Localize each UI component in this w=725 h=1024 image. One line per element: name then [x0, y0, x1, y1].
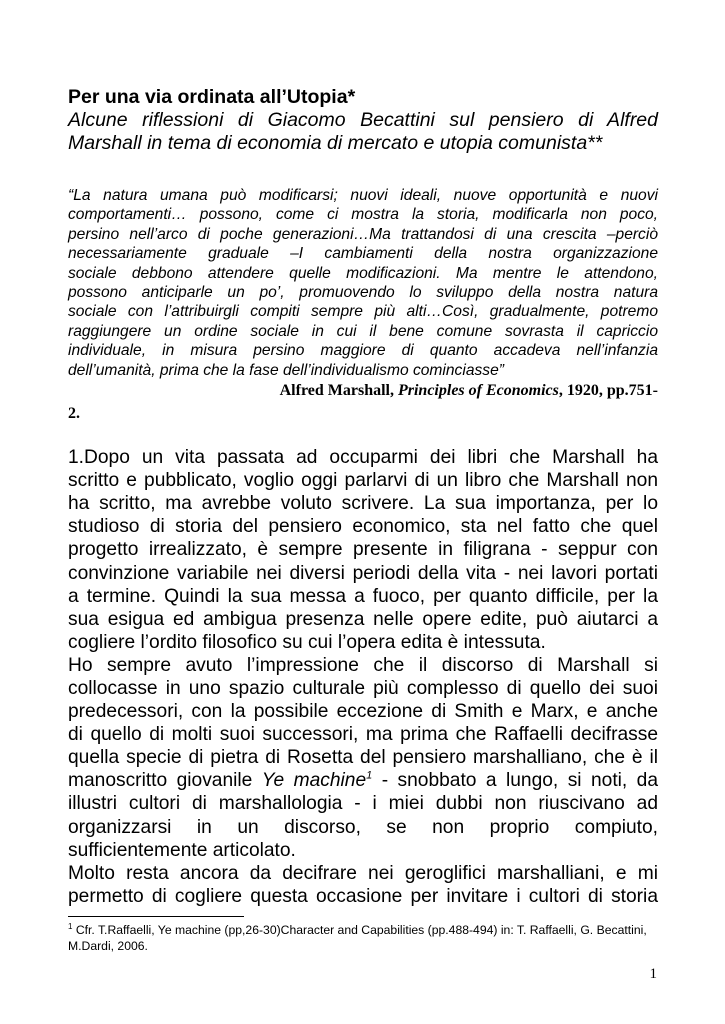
- quote-line: persino nell’arco di poche generazioni…Ma trattandosi di una crescita –perciò: [68, 225, 658, 243]
- quote-line: sociale debbono attendere quelle modificazioni. Ma mentre le attendono,: [68, 264, 658, 282]
- body-line: a termine. Quindi la sua messa a fuoco, per quanto difficile, per la: [68, 585, 658, 607]
- quote-line: sociale con l’attribuirgli compiti sempre più alti…Così, gradualmente, potremo: [68, 303, 658, 321]
- body-line: 1.Dopo un vita passata ad occuparmi dei libri che Marshall ha: [68, 447, 658, 469]
- footnote-text: Cfr. T.Raffaelli, Ye machine (pp,26-30)Character and Capabilities (pp.488-494) in: T. Raffaelli, G. Becattini, M.Dardi, 2006.: [68, 923, 647, 953]
- body-line: sua esigua ed ambigua presenza nelle opere edite, può aiutarci a: [68, 608, 658, 630]
- footnote-separator: [68, 916, 244, 917]
- body-line: scritto e pubblicato, voglio oggi parlarvi di un libro che Marshall non: [68, 470, 658, 492]
- body-line-ye-machine: [68, 769, 658, 792]
- body-line: ha scritto, ma avrebbe voluto scrivere. La sua importanza, per lo: [68, 493, 658, 515]
- epigraph-quote: [68, 186, 658, 380]
- body-line: collocasse in uno spazio culturale più complesso di quello dei suoi: [68, 678, 658, 699]
- footnote-marker: 1: [68, 921, 73, 931]
- body-fragment: - snobbato a lungo, si noti, da: [372, 770, 659, 792]
- body-line: cogliere l’ordito filosofico su cui l’opera edita è intessuta.: [68, 631, 546, 653]
- body-fragment: manoscritto giovanile: [68, 770, 262, 792]
- quote-line: dell’umanità, prima che la fase dell’individualismo cominciasse”: [68, 361, 504, 379]
- quote-line: “La natura umana può modificarsi; nuovi ideali, nuove opportunità e nuovi: [68, 187, 658, 204]
- quote-line: comportamenti… possono, come ci mostra la storia, modificarla non poco,: [68, 206, 658, 224]
- body-line: progetto irrealizzato, è sempre presente in filigrana - seppur con: [68, 539, 658, 561]
- body-line: predecessori, con la possibile eccezione di Smith e Marx, e anche: [68, 701, 658, 723]
- body-line: organizzarsi in un discorso, se non proprio compiuto,: [68, 816, 658, 838]
- subtitle-line: Marshall in tema di economia di mercato e utopia comunista**: [68, 132, 603, 154]
- body-line: Molto resta ancora da decifrare nei geroglifici marshalliani, e mi: [68, 862, 658, 884]
- document-page: [68, 85, 658, 908]
- subtitle-line: Alcune riflessioni di Giacomo Becattini sul pensiero di Alfred: [68, 109, 658, 131]
- attribution-details: , 1920, pp.751-: [558, 382, 658, 400]
- attribution-author: Alfred Marshall,: [279, 382, 398, 400]
- document-subtitle: [68, 109, 658, 155]
- page-number: 1: [649, 966, 657, 982]
- quote-line: possono anticiparle un po’, promuovendo lo sviluppo della nostra natura: [68, 284, 658, 302]
- quote-line: raggiungere un ordine sociale in cui il bene comune sovrasta il capriccio: [68, 322, 658, 340]
- quote-line: necessariamente graduale –I cambiamenti della nostra organizzazione: [68, 245, 658, 263]
- footnote: [68, 922, 658, 954]
- body-line: studioso di storia del pensiero economico, sta nel fatto che quel: [68, 516, 658, 538]
- body-line: quella specie di pietra di Rosetta del pensiero marshalliano, che è il: [68, 747, 658, 769]
- body-text: [68, 446, 658, 908]
- document-title: Per una via ordinata all’Utopia*: [68, 86, 356, 108]
- body-line: illustri cultori di marshallologia - i miei dubbi non riuscivano ad: [68, 793, 658, 815]
- attribution-continuation: 2.: [68, 405, 80, 423]
- attribution-work: Principles of Economics: [397, 382, 559, 400]
- footnote-reference[interactable]: 1: [366, 769, 373, 782]
- body-line: permetto di cogliere questa occasione per invitare i cultori di storia: [68, 885, 658, 907]
- body-line: sufficientemente articolato.: [68, 839, 296, 861]
- quote-attribution: [68, 380, 658, 401]
- ye-machine-title: Ye machine: [261, 770, 367, 792]
- quote-line: individuale, in misura persino maggiore di quanto accadeva nell’infanzia: [68, 342, 658, 360]
- body-line: Ho sempre avuto l’impressione che il discorso di Marshall si: [68, 654, 658, 676]
- body-line: di quello di molti suoi successori, ma prima che Raffaelli decifrasse: [68, 724, 658, 746]
- body-line: convinzione variabile nei diversi periodi della vita - nei lavori portati: [68, 562, 658, 584]
